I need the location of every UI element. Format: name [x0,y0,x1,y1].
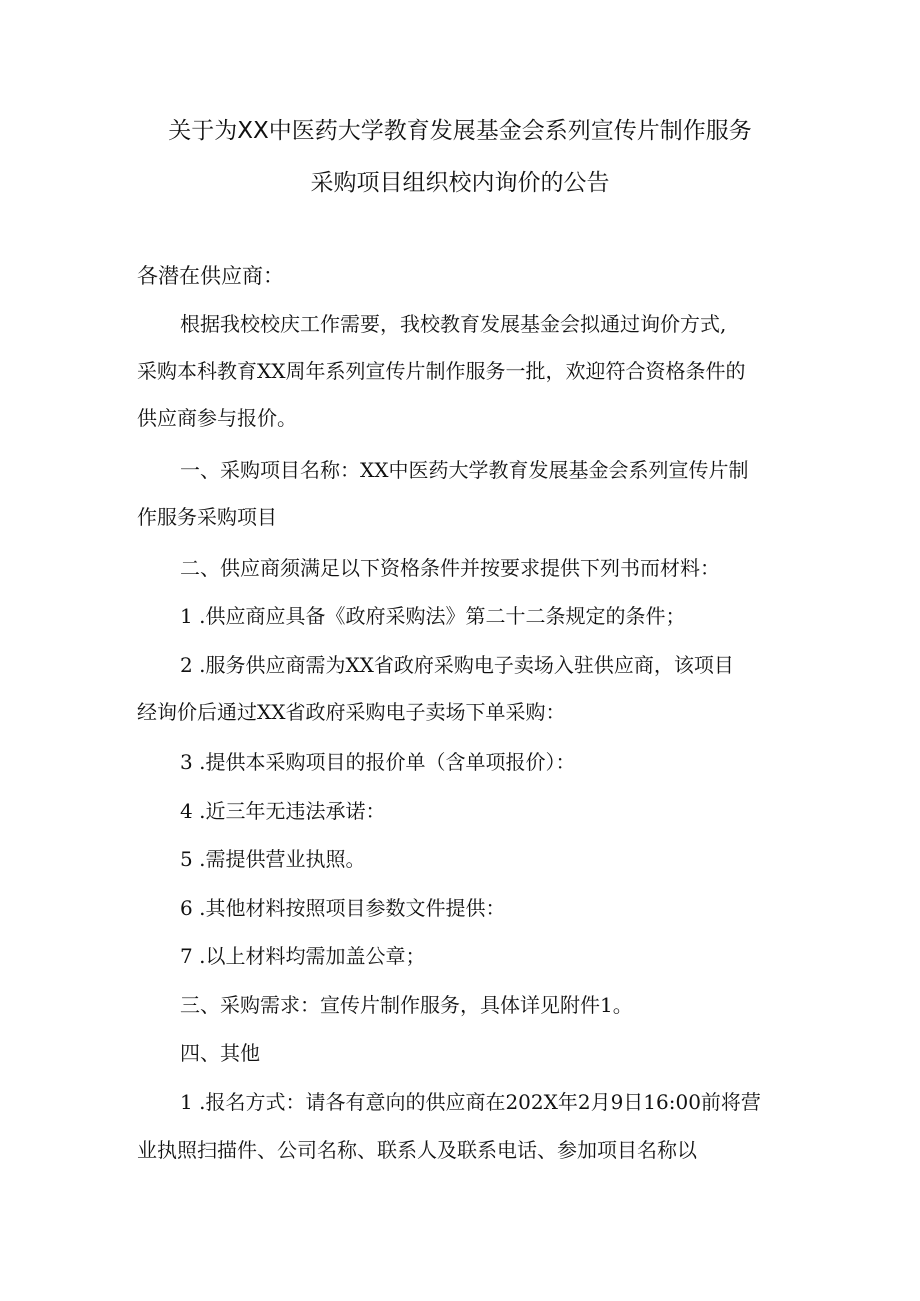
intro-line-2: 采购本科教育XX周年系列宣传片制作服务一批，欢迎符合资格条件的 [137,359,746,383]
section2-item-7: 7 .以上材料均需加盖公章； [180,944,426,968]
intro-line-3: 供应商参与报价。 [137,406,297,430]
salutation: 各潜在供应商： [137,264,284,288]
section2-item-3: 3 .提供本采购项目的报价单（含单项报价）： [180,750,576,774]
section1-line-1: 一、采购项目名称：XX中医药大学教育发展基金会系列宣传片制 [180,458,749,482]
section3: 三、采购需求：宣传片制作服务，具体详见附件1。 [180,993,633,1017]
document-title-line-2: 采购项目组织校内询价的公告 [310,170,610,196]
section2-heading: 二、供应商须满足以下资格条件并按要求提供下列书而材料： [180,556,720,580]
section2-item-4: 4 .近三年无违法承诺： [180,799,386,823]
section2-item-5: 5 .需提供营业执照。 [180,847,366,871]
intro-line-1: 根据我校校庆工作需要，我校教育发展基金会拟通过询价方式, [180,312,727,336]
section1-line-2: 作服务采购项目 [137,505,277,529]
section2-item-6: 6 .其他材料按照项目参数文件提供： [180,896,506,920]
section2-item-2-line-2: 经询价后通过XX省政府采购电子卖场下单采购： [137,700,566,724]
document-title-line-1: 关于为XX中医药大学教育发展基金会系列宣传片制作服务 [168,118,752,144]
section4-item-1-line-2: 业执照扫描件、公司名称、联系人及联系电话、参加项目名称以 [137,1138,697,1162]
section4-heading: 四、其他 [180,1041,260,1065]
section4-item-1-line-1: 1 .报名方式：请各有意向的供应商在202X年2月9日16:00前将营 [180,1090,761,1114]
section2-item-2-line-1: 2 .服务供应商需为XX省政府采购电子卖场入驻供应商，该项目 [180,653,734,677]
section2-item-1: 1 .供应商应具备《政府采购法》第二十二条规定的条件； [180,604,686,628]
